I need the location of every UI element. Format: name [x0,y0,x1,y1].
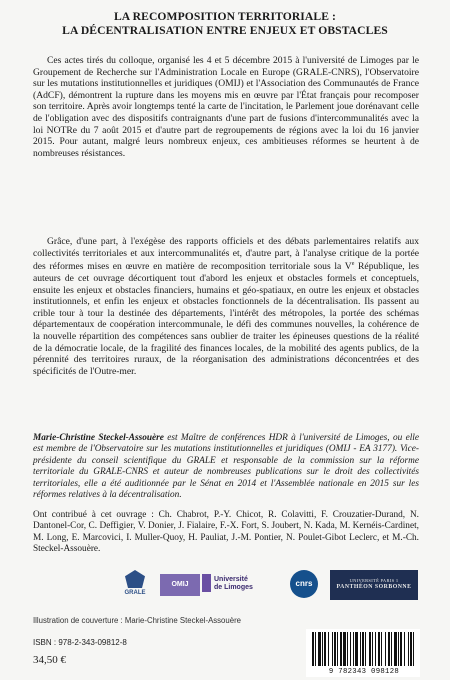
paragraph-2-superscript: e [351,261,355,268]
contributors-list: Ont contribué à cet ouvrage : Ch. Chabrot, P.-Y. Chicot, R. Colavitti, F. Crouzatier-Durand, N. Dantonel-Cor, C. Deffigier, V. Donier, J. Fialaire, F.-X. Fort, S. Joubert, N. Kada, M. Kernéis-Cardinet, M. Long, E. Marcovici, I. Muller-Quoy, H. Pauliat, J.-M. Pontier, N. Poulet-Gibot Leclerc, et M.-Ch. Steckel-Assouère. [33,510,419,555]
p1s-logo-main: PANTHÉON SORBONNE [336,584,412,590]
cnrs-logo: cnrs [290,570,318,598]
grale-logo-text: GRALE [124,590,146,596]
price: 34,50 € [33,654,66,666]
isbn: ISBN : 978-2-343-09812-8 [33,638,127,647]
title-line-1: LA RECOMPOSITION TERRITORIALE : [113,10,337,23]
pantheon-sorbonne-logo [330,570,418,600]
grale-emblem-icon [125,570,145,588]
barcode-bars [312,632,414,666]
summary-paragraph-2 [33,236,419,377]
title-line-2: LA DÉCENTRALISATION ENTRE ENJEUX ET OBSTACLES [62,23,388,37]
unilim-emblem-icon [202,574,211,592]
barcode [306,629,420,677]
author-bio [33,433,419,501]
barcode-digits: 9 782343 098128 [328,668,400,676]
paragraph-2-text-a: Grâce, d'une part, à l'exégèse des rapports officiels et des débats parlementaires relatifs aux collectivités territoriales et aux intercommunalités et, d'autre part, à l'analyse critique de la portée des réformes mises en œuvre en matière de recomposition territoriale sous la V [33,236,419,273]
grale-logo [120,570,150,596]
paragraph-2-text-b: République, les auteurs de cet ouvrage décortiquent tout d'abord les enjeux et obstacles formels et conceptuels, ensuite les enjeux et obstacles financiers, humains et géo-spatiaux, en outre les enjeux et obstacles institutionnels, et enfin les enjeux et obstacles fonctionnels de la décentralisation. Ils passent au crible tour à tour la destinée des départements, l'intérêt des métropoles, la portée des schémas départementaux de coopération intercommunale, le défi des communes nouvelles, la cohérence de la nouvelle répartition des compétences sans oublier de traiter les épineuses questions de la réalité de la démocratie locale, de la fragilité des finances locales, de la mobilité des agents publics, de la pérennité des territoires ruraux, de la réorganisation des administrations déconcentrées et des spécificités de l'Outre-mer. [33,261,419,377]
author-bio-text: est Maître de conférences HDR à l'université de Limoges, ou elle est membre de l'Observatoire sur les mutations institutionnelles et juridiques (OMIJ - EA 3177). Vice-présidente du conseil scientifique du GRALE et responsable de la commission sur la réforme territoriale du GRALE-CNRS et auteur de nombreuses publications sur le droit des collectivités territoriales, elle a été auditionnée par le Sénat en 2014 et l'Assemblée nationale en 2015 sur les réformes relatives à la décentralisation. [33,433,419,501]
book-title [0,10,450,37]
universite-limoges-logo [202,574,257,596]
p1s-logo-top: UNIVERSITÉ PARIS 1 [349,578,399,583]
summary-paragraph-1: Ces actes tirés du colloque, organisé les 4 et 5 décembre 2015 à l'université de Limoges par le Groupement de Recherche sur l'Administration Locale en Europe (GRALE-CNRS), l'Observatoire sur les mutations institutionnelles et juridiques (OMIJ) et l'Association des Communautés de France (AdCF), démontrent la rupture dans les moyens mis en œuvre par l'État français pour recomposer son territoire. Après avoir longtemps tenté la carte de l'incitation, le Parlement joue dorénavant celle de l'obligation avec des dispositifs contraignants d'une part de fusions d'intercommunalités avec la loi NOTRe du 7 août 2015 et d'autre part de regroupements de régions avec la loi du 16 janvier 2015. Pour autant, malgré leurs nombreux enjeux, ces ambitieuses réformes se heurtent à de nombreuses résistances. [33,55,419,159]
cover-illustration-credit: Illustration de couverture : Marie-Christine Steckel-Assouère [33,616,242,625]
author-name: Marie-Christine Steckel-Assouère [33,433,164,443]
omij-logo: OMIJ [160,574,200,596]
unilim-logo-text: Université de Limoges [214,576,253,591]
partner-logos [120,568,420,608]
